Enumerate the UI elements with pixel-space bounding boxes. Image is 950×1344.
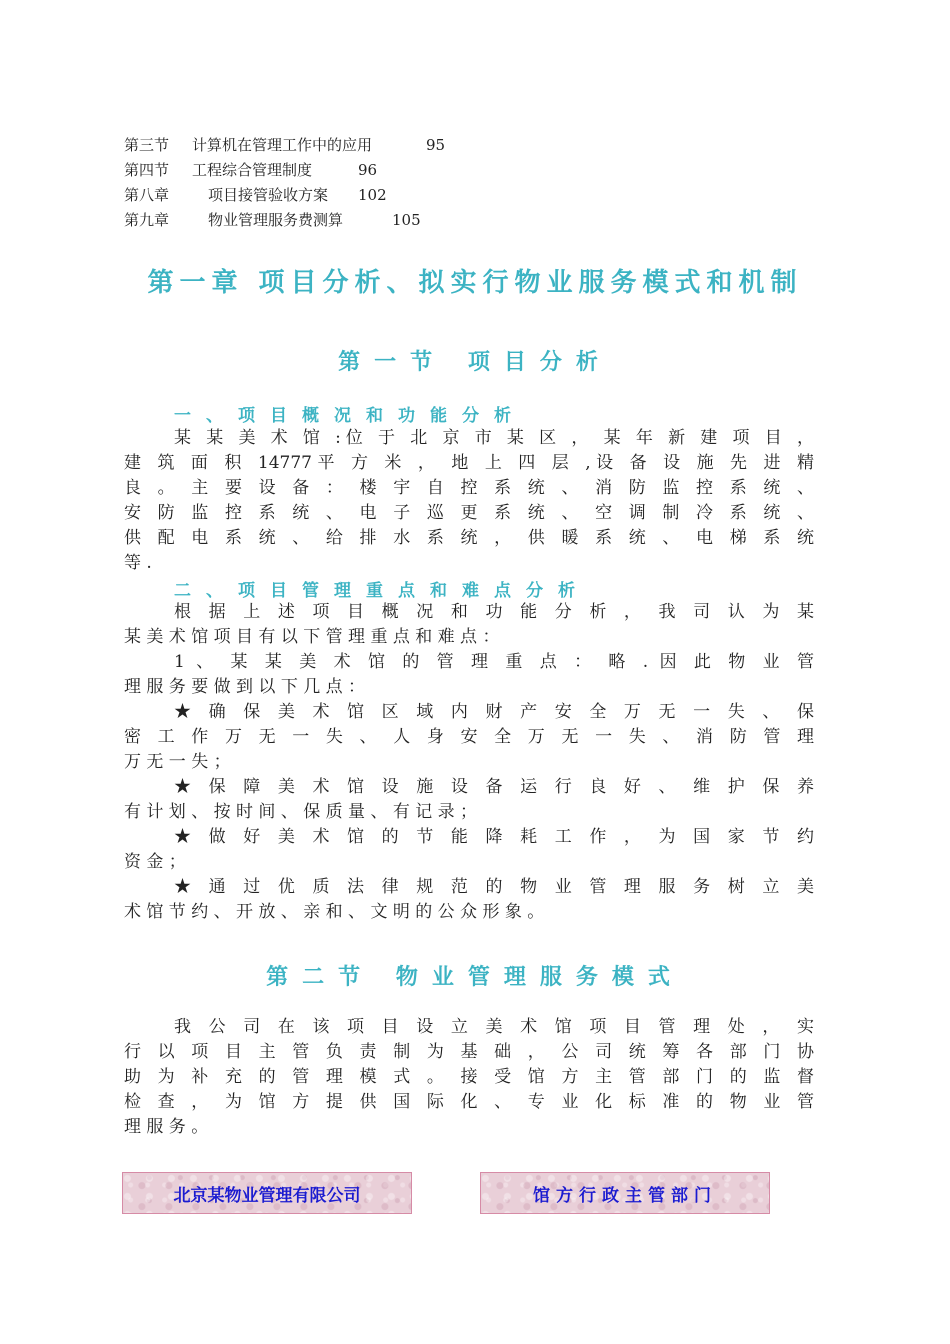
toc-page: 102	[358, 186, 387, 204]
toc-entry	[124, 158, 445, 183]
text-line: 有 计 划 、 按 时 间 、 保 质 量 、 有 记 录 ；	[124, 802, 478, 822]
toc-label: 第八章	[124, 186, 170, 204]
toc-title: 项目接管验收方案	[208, 186, 329, 204]
toc-label: 第三节	[124, 136, 170, 154]
toc-page: 105	[392, 211, 421, 229]
text-line: 根 据 上 述 项 目 概 况 和 功 能 分 析 ， 我 司 认 为 某	[174, 602, 814, 622]
org-box-label: 馆方行政主管部门	[533, 1185, 717, 1206]
subsection-title: 一、项目概况和功能分析	[174, 406, 526, 426]
text-line: 等 .	[124, 553, 152, 573]
toc-title: 物业管理服务费测算	[208, 211, 344, 229]
bullet-line: ★ 保 障 美 术 馆 设 施 设 备 运 行 良 好 、 维 护 保 养	[174, 777, 814, 797]
bullet-line: ★ 确 保 美 术 馆 区 域 内 财 产 安 全 万 无 一 失 、 保	[174, 702, 814, 722]
section-title: 第二节 物业管理服务模式	[266, 965, 684, 990]
bullet-line: ★ 做 好 美 术 馆 的 节 能 降 耗 工 作 ， 为 国 家 节 约	[174, 827, 814, 847]
toc-page: 95	[426, 136, 446, 154]
chapter-title: 第一章 项目分析、拟实行物业服务模式和机制	[147, 268, 803, 298]
text-line: 行 以 项 目 主 管 负 责 制 为 基 础 ， 公 司 统 筹 各 部 门 协	[124, 1042, 814, 1062]
toc-entry	[124, 208, 445, 233]
text-line: 助 为 补 充 的 管 理 模 式 。 接 受 馆 方 主 管 部 门 的 监 督	[124, 1067, 814, 1087]
bullet-line: ★ 通 过 优 质 法 律 规 范 的 物 业 管 理 服 务 树 立 美	[174, 877, 814, 897]
toc-title: 计算机在管理工作中的应用	[192, 136, 373, 154]
text-line: 良 。 主 要 设 备 ： 楼 宇 自 控 系 统 、 消 防 监 控 系 统 、	[124, 478, 814, 498]
toc-title: 工程综合管理制度	[192, 161, 313, 179]
org-box-admin-department	[480, 1172, 770, 1214]
toc-label: 第四节	[124, 161, 170, 179]
text-line: 安 防 监 控 系 统 、 电 子 巡 更 系 统 、 空 调 制 冷 系 统 、	[124, 503, 814, 523]
toc-page: 96	[358, 161, 378, 179]
text-line: 某 美 术 馆 项 目 有 以 下 管 理 重 点 和 难 点 ：	[124, 627, 500, 647]
paragraph-service-mode	[124, 1015, 814, 1140]
toc-label: 第九章	[124, 211, 170, 229]
paragraph-analysis	[124, 600, 814, 925]
org-box-company	[122, 1172, 412, 1214]
table-of-contents	[124, 133, 445, 233]
paragraph-overview	[124, 426, 814, 576]
text-line: 密 工 作 万 无 一 失 、 人 身 安 全 万 无 一 失 、 消 防 管 理	[124, 727, 814, 747]
text-line: 理 服 务 。	[124, 1117, 209, 1137]
text-line: 某 某 美 术 馆 :位 于 北 京 市 某 区 ， 某 年 新 建 项 目 ，	[174, 428, 814, 448]
text-line: 检 查 ， 为 馆 方 提 供 国 际 化 、 专 业 化 标 准 的 物 业 管	[124, 1092, 814, 1112]
text-line: 我 公 司 在 该 项 目 设 立 美 术 馆 项 目 管 理 处 ， 实	[174, 1017, 814, 1037]
text-line: 资 金 ；	[124, 852, 186, 872]
text-line: 术 馆 节 约 、 开 放 、 亲 和 、 文 明 的 公 众 形 象 。	[124, 902, 545, 922]
text-line: 建 筑 面 积 14777平 方 米 ， 地 上 四 层 ,设 备 设 施 先 进 精	[124, 453, 814, 473]
text-line: 万 无 一 失 ；	[124, 752, 231, 772]
toc-entry	[124, 133, 445, 158]
toc-entry	[124, 183, 445, 208]
org-box-label: 北京某物业管理有限公司	[173, 1185, 361, 1206]
text-line: 1 、 某 某 美 术 馆 的 管 理 重 点 ： 略 . 因 此 物 业 管	[174, 652, 814, 672]
text-line: 供 配 电 系 统 、 给 排 水 系 统 ， 供 暖 系 统 、 电 梯 系 统	[124, 528, 814, 548]
section-title: 第一节 项目分析	[338, 350, 612, 375]
text-line: 理 服 务 要 做 到 以 下 几 点 ：	[124, 677, 366, 697]
subsection-title: 二、项目管理重点和难点分析	[174, 581, 590, 601]
